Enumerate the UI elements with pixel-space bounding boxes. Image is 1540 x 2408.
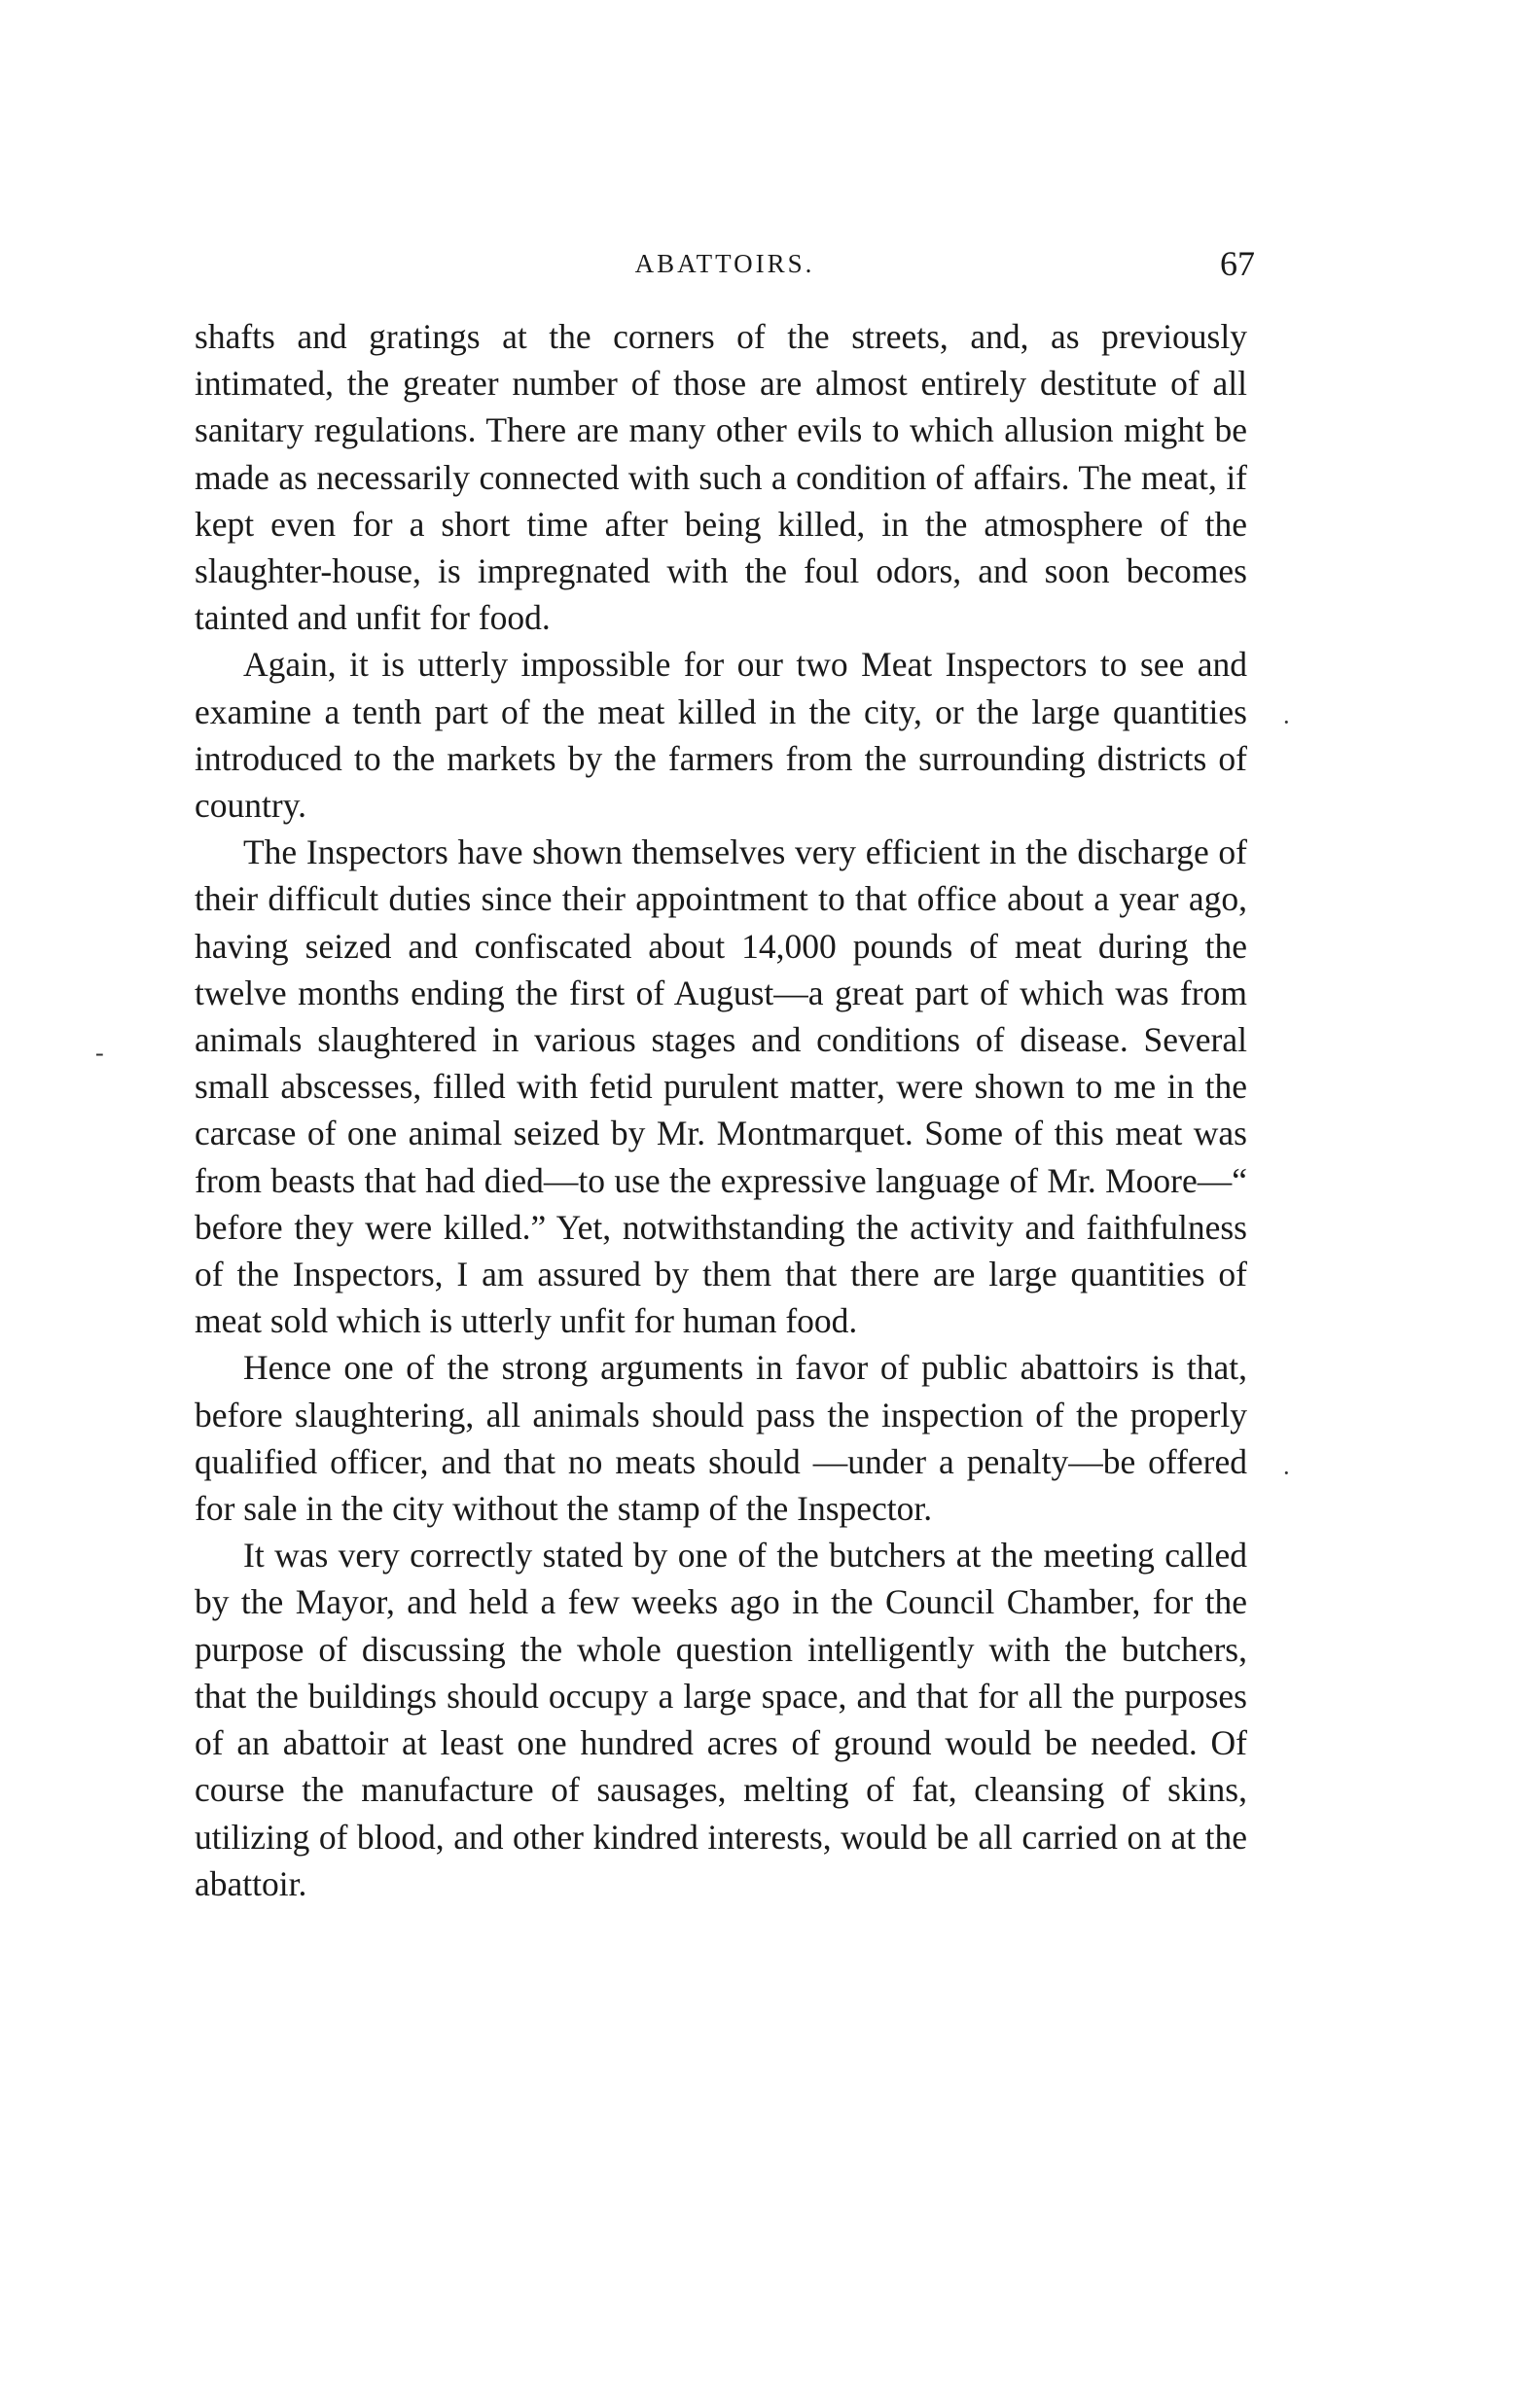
margin-speck: ·: [1282, 708, 1291, 736]
running-head: [195, 243, 1255, 282]
body-text: [195, 313, 1247, 1907]
paragraph: shafts and gratings at the corners of the streets, and, as previously intimated, the greater number of those are almost entirely destitute of all sanitary regulations. There are many other evils to which allusion might be made as necessarily connected with such a condition of affairs. The meat, if kept even for a short time after being killed, in the atmosphere of the slaughter-house, is impregnated with the foul odors, and soon becomes tainted and unfit for food.: [195, 317, 1247, 638]
margin-speck: -: [95, 1039, 104, 1067]
paragraph: Hence one of the strong arguments in favor of public abattoirs is that, before slaughtering, all animals should pass the inspection of the properly qualified officer, and that no meats should —under a penalty—be offered for sale in the city without the stamp of the Inspector.: [195, 1348, 1247, 1529]
paragraph: The Inspectors have shown themselves very efficient in the discharge of their difficult duties since their appointment to that office about a year ago, having seized and confiscated about 14,000 pounds of meat during the twelve months ending the first of August—a great part of which was from animals slaughtered in various stages and conditions of disease. Several small abscesses, filled with fetid purulent matter, were shown to me in the carcase of one animal seized by Mr. Montmarquet. Some of this meat was from beasts that had died—to use the expressive language of Mr. Moore—“ before they were killed.” Yet, notwithstanding the activity and faithfulness of the Inspectors, I am assured by them that there are large quantities of meat sold which is utterly unfit for human food.: [195, 832, 1247, 1341]
running-title: ABATTOIRS.: [634, 249, 815, 278]
paragraph: It was very correctly stated by one of the butchers at the meeting called by the Mayor, and held a few weeks ago in the Council Chamber, for the purpose of discussing the whole question intelligently with the butchers, that the buildings should occupy a large space, and that for all the purposes of an abattoir at least one hundred acres of ground would be needed. Of course the manufacture of sausages, melting of fat, cleansing of skins, utilizing of blood, and other kindred interests, would be all carried on at the abattoir.: [195, 1536, 1247, 1903]
paragraph: Again, it is utterly impossible for our two Meat Inspectors to see and examine a tenth part of the meat killed in the city, or the large quantities introduced to the markets by the farmers from the surrounding districts of country.: [195, 645, 1247, 826]
page-number: 67: [1220, 244, 1255, 283]
margin-speck: ·: [1282, 1459, 1291, 1487]
